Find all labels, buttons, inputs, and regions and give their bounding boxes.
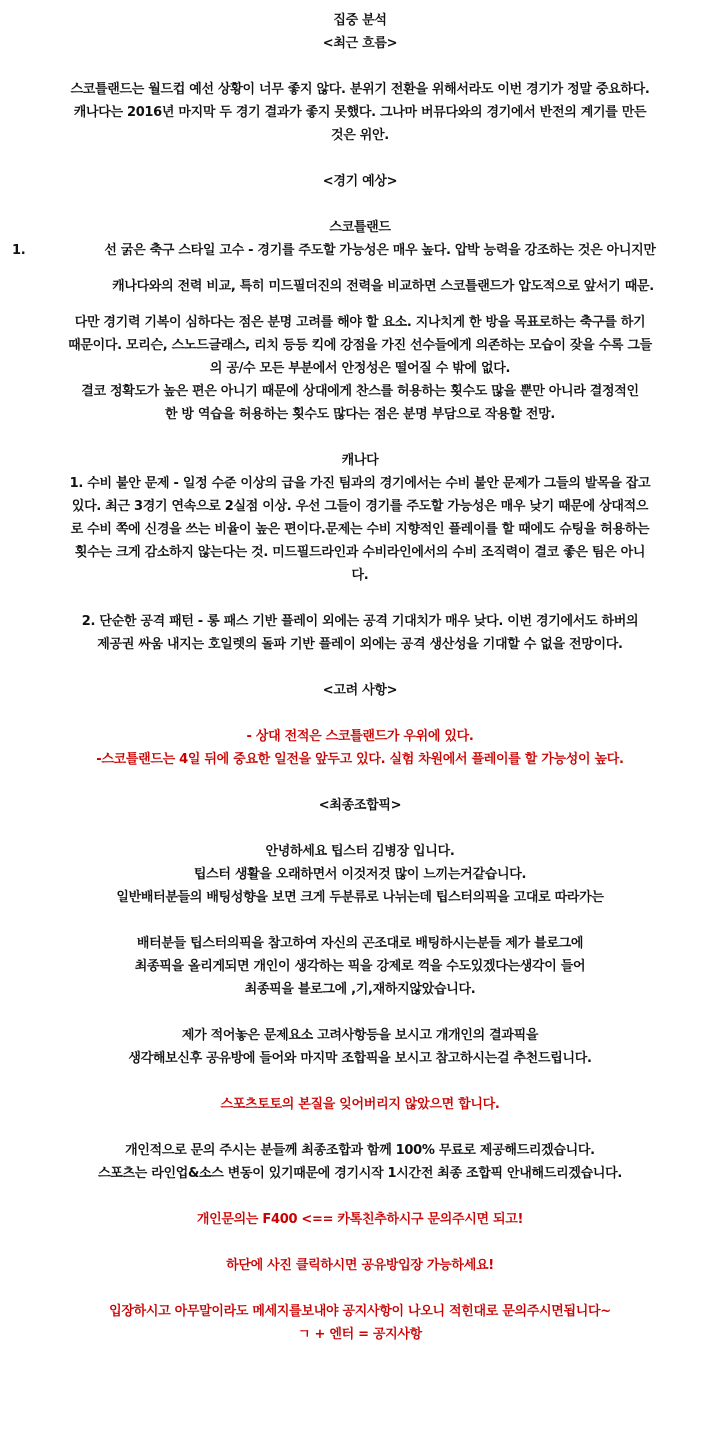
consider-line: -스코틀랜드는 4일 뒤에 중요한 일전을 앞두고 있다. 실험 차원에서 플레이를 할 가능성이 높다.	[96, 752, 624, 767]
canada-point-line: 있다. 최근 3경기 연속으로 2실점 이상. 우선 그들이 경기를 주도할 가능성은 매우 낮기 때문에 상대적으	[71, 499, 649, 514]
recent-heading: <최근 흐름>	[322, 36, 398, 51]
consider-heading: <고려 사항>	[322, 683, 398, 698]
recent-line: 스코틀랜드는 월드컵 예선 상황이 너무 좋지 않다. 분위기 전환을 위해서라도 이번 경기가 정말 중요하다.	[70, 82, 650, 97]
recent-line: 캐나다는 2016년 마지막 두 경기 결과가 좋지 못했다. 그나마 버뮤다와의 경기에서 반전의 계기를 만든	[73, 105, 647, 120]
canada-point-line: 로 수비 쪽에 신경을 쓰는 비율이 높은 편이다.문제는 수비 지향적인 플레이를 할 때에도 슈팅을 허용하는	[70, 522, 650, 537]
closing-line: ㄱ + 엔터 = 공지사항	[298, 1327, 422, 1342]
consider-line: - 상대 전적은 스코틀랜드가 우위에 있다.	[246, 729, 474, 744]
scotland-point-line: 의 공/수 모든 부분에서 안정성은 떨어질 수 밖에 없다.	[209, 361, 511, 376]
final-heading: <최종조합픽>	[318, 798, 402, 813]
canada-point-line: 제공권 싸움 내지는 호일렛의 돌파 기반 플레이 외에는 공격 생산성을 기대할 수 없을 전망이다.	[97, 637, 623, 652]
canada-point-line: 2. 단순한 공격 패턴 - 롱 패스 기반 플레이 외에는 공격 기대치가 매우 낮다. 이번 경기에서도 하버의	[81, 614, 639, 629]
canada-point-line: 횟수는 크게 감소하지 않는다는 것. 미드필드라인과 수비라인에서의 수비 조직력이 결코 좋은 팀은 아니	[74, 545, 646, 560]
intro-line: 일반배터분들의 배팅성향을 보면 크게 두분류로 나뉘는데 팁스터의픽을 고대로 따라가는	[116, 890, 604, 905]
scotland-point-line: 한 방 역습을 허용하는 횟수도 많다는 점은 분명 부담으로 작용할 전망.	[164, 407, 556, 422]
offer-line: 개인적으로 문의 주시는 분들께 최종조합과 함께 100% 무료로 제공해드리겠습니다.	[125, 1143, 595, 1158]
intro-line: 안녕하세요 팁스터 김병장 입니다.	[265, 844, 455, 859]
offer-line: 스포츠는 라인업&소스 변동이 있기때문에 경기시작 1시간전 최종 조합픽 안내해드리겠습니다.	[97, 1166, 623, 1181]
essence-line: 스포츠토토의 본질을 잊어버리지 않았으면 합니다.	[220, 1097, 500, 1112]
photo-line: 하단에 사진 클릭하시면 공유방입장 가능하세요!	[226, 1258, 494, 1273]
scotland-point-line: 캐나다와의 전력 비교, 특히 미드필더진의 전력을 비교하면 스코틀랜드가 압도적으로 앞서기 때문.	[112, 279, 654, 294]
intro-line: 제가 적어놓은 문제요소 고려사항등을 보시고 개개인의 결과픽을	[181, 1028, 539, 1043]
recent-line: 것은 위안.	[331, 128, 389, 143]
intro-line: 최종픽을 블로그에 ,기,재하지않았습니다.	[244, 982, 476, 997]
intro-line: 최종픽을 올리게되면 개인이 생각하는 픽을 강제로 꺽을 수도있겠다는생각이 들어	[134, 959, 586, 974]
scotland-point-line: 때문이다. 모리슨, 스노드글래스, 리치 등등 킥에 강점을 가진 선수들에게 의존하는 모습이 잦을 수록 그들	[68, 338, 652, 353]
scotland-point-1	[6, 239, 714, 262]
page-title: 집중 분석	[333, 13, 387, 28]
scotland-heading: 스코틀랜드	[329, 220, 391, 235]
scotland-point-line: 다만 경기력 기복이 심하다는 점은 분명 고려를 해야 할 요소. 지나치게 한 방을 목표로하는 축구를 하기	[74, 315, 646, 330]
intro-line: 팁스터 생활을 오래하면서 이것저것 많이 느끼는거같습니다.	[193, 867, 527, 882]
canada-heading: 캐나다	[341, 453, 379, 468]
list-number: 1.	[12, 243, 26, 258]
intro-line: 생각해보신후 공유방에 들어와 마지막 조합픽을 보시고 참고하시는걸 추천드립니다.	[128, 1051, 592, 1066]
closing-line: 입장하시고 아무말이라도 메세지를보내야 공지사항이 나오니 적힌대로 문의주시면됩니다~	[109, 1304, 611, 1319]
canada-point-line: 다.	[351, 568, 369, 583]
intro-line: 배터분들 팁스터의픽을 참고하여 자신의 곤조대로 배팅하시는분들 제가 블로그에	[136, 936, 584, 951]
canada-point-line: 1. 수비 불안 문제 - 일정 수준 이상의 급을 가진 팀과의 경기에서는 수비 불안 문제가 그들의 발목을 잡고	[69, 476, 651, 491]
preview-heading: <경기 예상>	[322, 174, 398, 189]
scotland-point-line: 결코 정확도가 높은 편은 아니기 때문에 상대에게 찬스를 허용하는 횟수도 많을 뿐만 아니라 결정적인	[81, 384, 639, 399]
scotland-point-line: 선 굵은 축구 스타일 고수 - 경기를 주도할 가능성은 매우 높다. 압박 능력을 강조하는 것은 아니지만	[104, 243, 656, 258]
contact-line: 개인문의는 F400 <== 카톡친추하시구 문의주시면 되고!	[196, 1212, 524, 1227]
